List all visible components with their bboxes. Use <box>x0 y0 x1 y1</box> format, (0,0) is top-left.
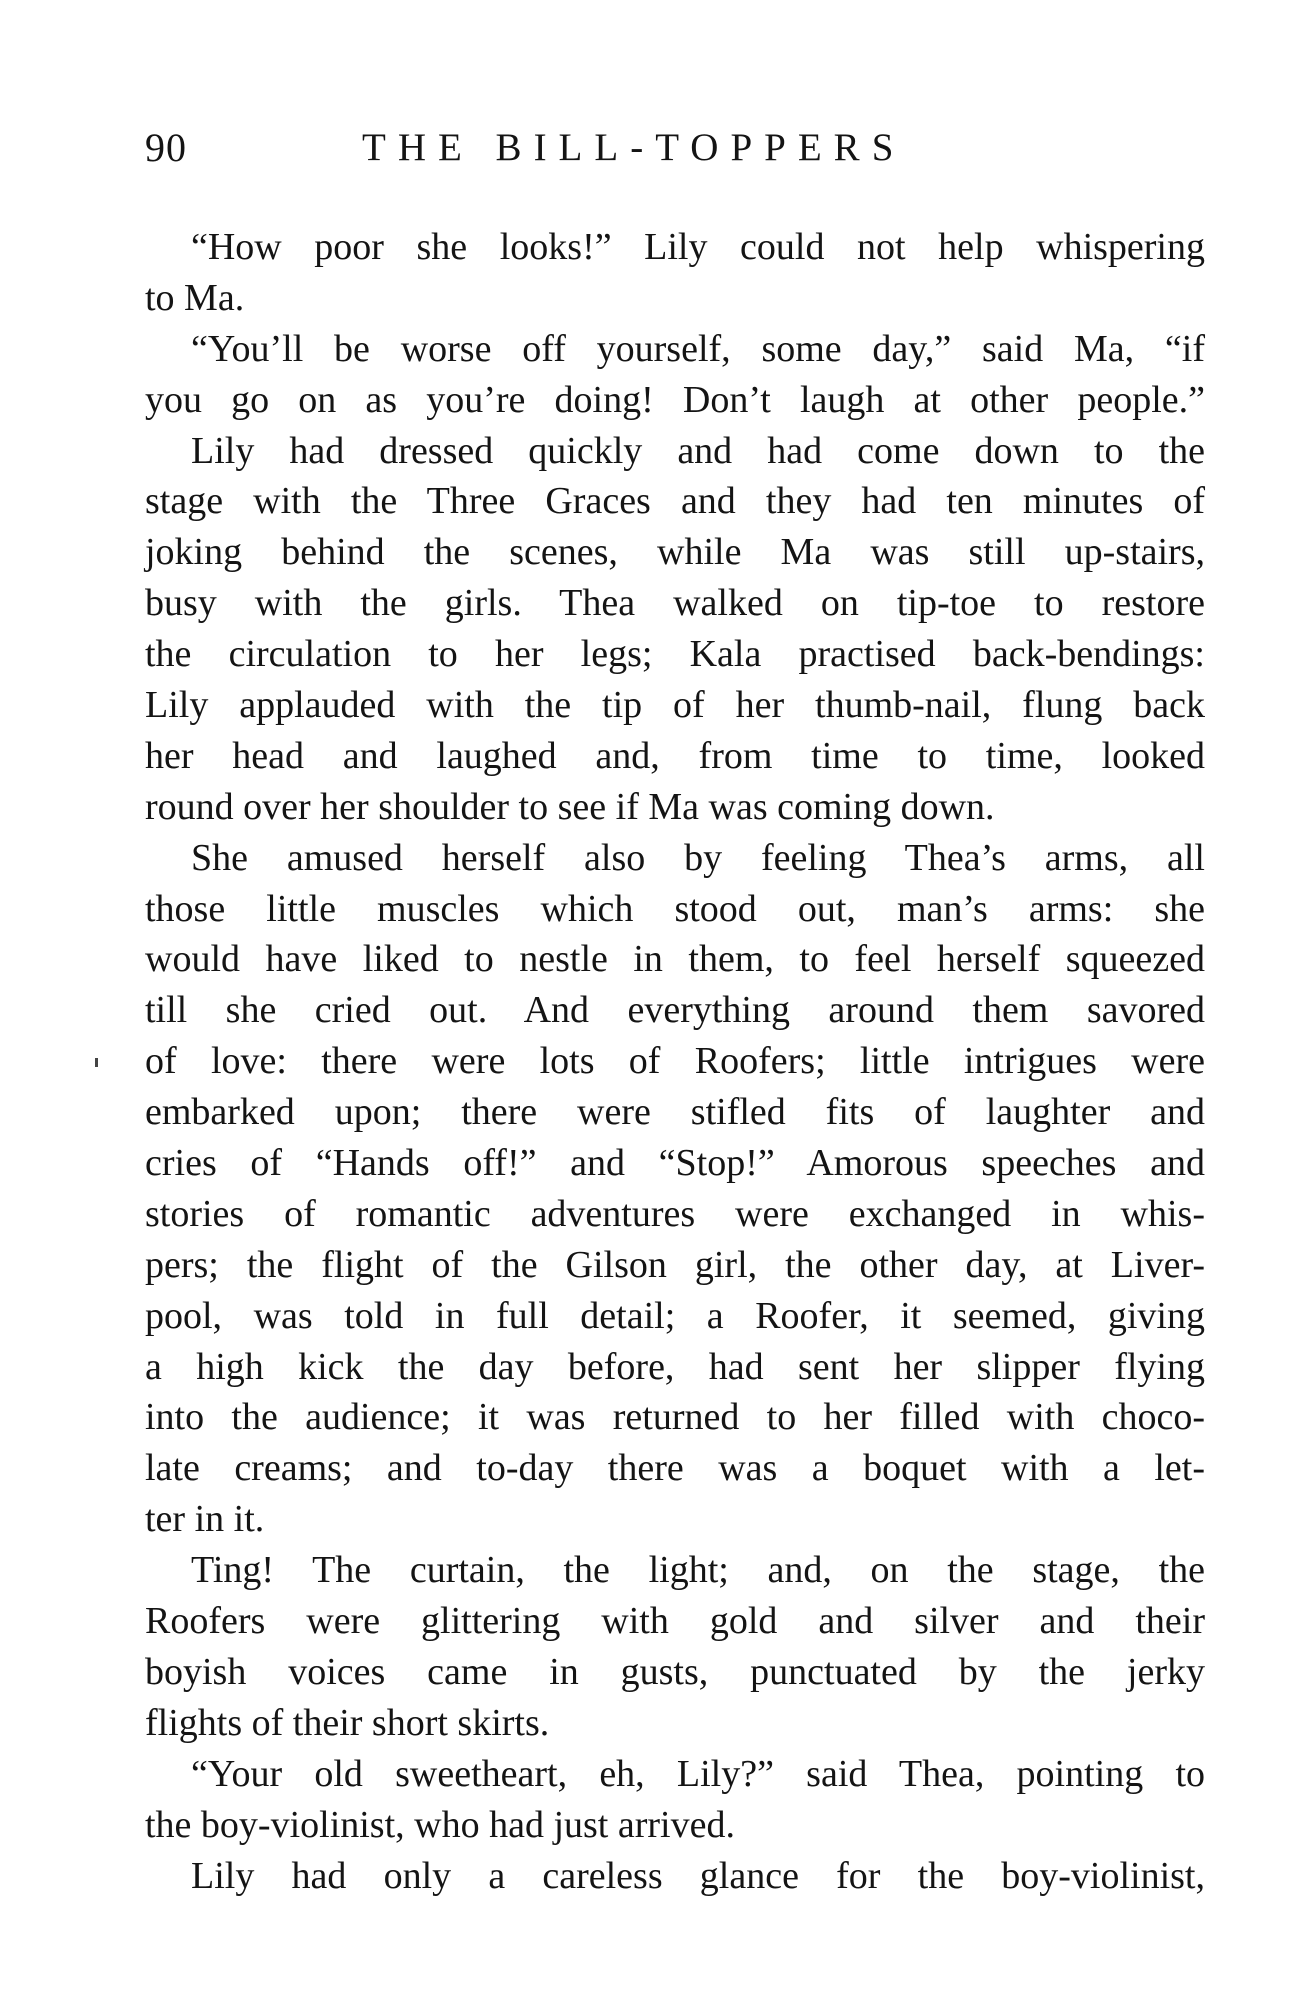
text-line: Ting! The curtain, the light; and, on the stage, the <box>191 1549 1205 1592</box>
text-line: flights of their short skirts. <box>145 1701 550 1744</box>
text-line: Lily had only a careless glance for the boy-violinist, <box>191 1854 1205 1897</box>
text-line: a high kick the day before, had sent her slipper flying <box>145 1345 1205 1388</box>
text-line: “How poor she looks!” Lily could not help whispering <box>191 226 1205 268</box>
text-line: cries of “Hands off!” and “Stop!” Amorous speeches and <box>145 1142 1205 1185</box>
text-line: the boy-violinist, who had just arrived. <box>145 1803 735 1846</box>
text-line: embarked upon; there were stifled fits of laughter and <box>145 1091 1205 1134</box>
text-line: stage with the Three Graces and they had ten minutes of <box>145 480 1205 523</box>
text-line: She amused herself also by feeling Thea’s arms, all <box>191 836 1205 879</box>
text-line: her head and laughed and, from time to time, looked <box>145 734 1205 777</box>
text-line: stories of romantic adventures were exchanged in whis- <box>145 1192 1205 1235</box>
text-line: busy with the girls. Thea walked on tip-toe to restore <box>145 582 1205 625</box>
text-line: ter in it. <box>145 1498 265 1541</box>
text-line: pers; the flight of the Gilson girl, the other day, at Liver- <box>145 1243 1205 1286</box>
running-title: THE BILL-TOPPERS <box>362 126 906 169</box>
text-line: boyish voices came in gusts, punctuated by the jerky <box>145 1650 1205 1693</box>
text-line: late creams; and to-day there was a boquet with a let- <box>145 1447 1205 1490</box>
text-line: “You’ll be worse off yourself, some day,” said Ma, “if <box>191 327 1205 370</box>
text-line: to Ma. <box>145 276 245 319</box>
body-text <box>145 222 1205 1901</box>
text-line: joking behind the scenes, while Ma was still up-stairs, <box>145 531 1205 574</box>
text-line: would have liked to nestle in them, to feel herself squeezed <box>145 938 1205 981</box>
text-line: you go on as you’re doing! Don’t laugh at other people.” <box>145 378 1205 421</box>
text-line: Roofers were glittering with gold and silver and their <box>145 1600 1205 1643</box>
text-line: “Your old sweetheart, eh, Lily?” said Thea, pointing to <box>191 1752 1205 1795</box>
text-line: till she cried out. And everything around them savored <box>145 989 1205 1032</box>
text-line: into the audience; it was returned to her filled with choco- <box>145 1396 1205 1439</box>
text-line: the circulation to her legs; Kala practised back-bendings: <box>145 633 1205 676</box>
text-line: round over her shoulder to see if Ma was coming down. <box>145 785 995 828</box>
page-number: 90 <box>145 125 187 170</box>
margin-speck <box>95 1058 98 1067</box>
text-line: Lily applauded with the tip of her thumb-nail, flung back <box>145 684 1205 727</box>
text-line: Lily had dressed quickly and had come down to the <box>191 429 1205 472</box>
text-line: of love: there were lots of Roofers; little intrigues were <box>145 1040 1205 1083</box>
text-line: pool, was told in full detail; a Roofer, it seemed, giving <box>145 1294 1205 1337</box>
page-header <box>145 118 1205 178</box>
text-line: those little muscles which stood out, man’s arms: she <box>145 887 1205 930</box>
